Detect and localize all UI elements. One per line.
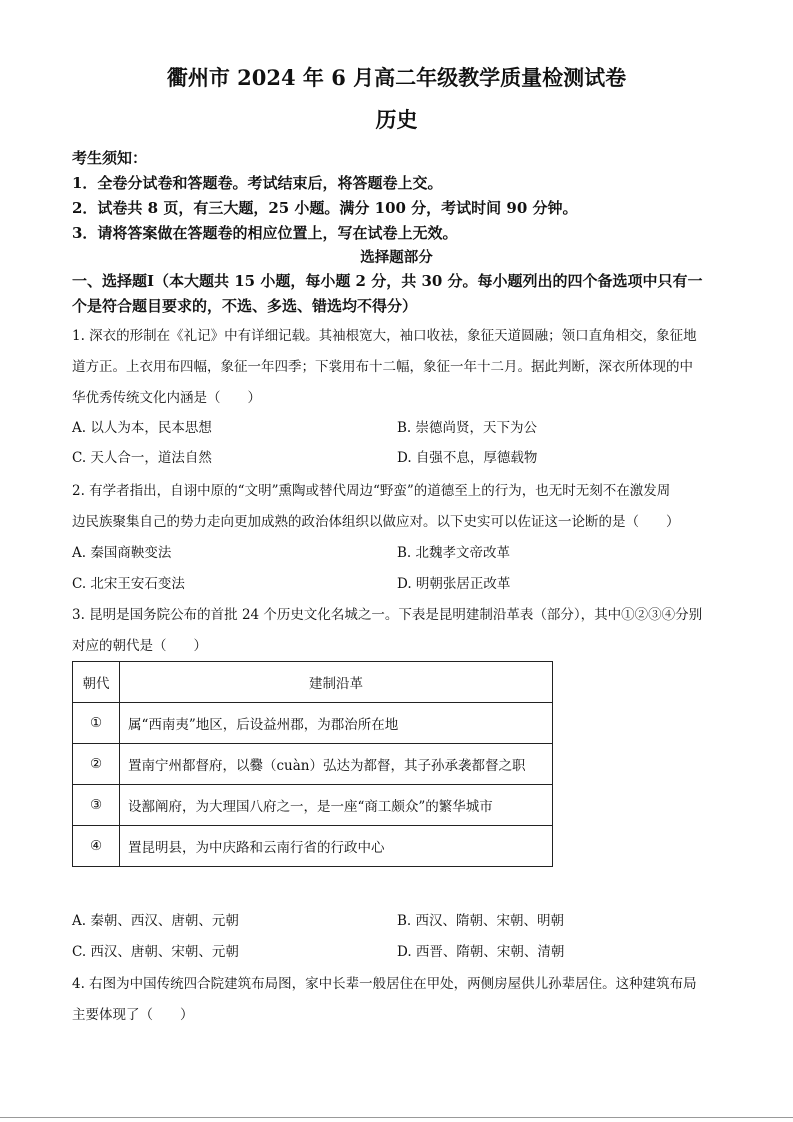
question-3-option-b[interactable]: B. 西汉、隋朝、宋朝、明朝 bbox=[397, 913, 565, 929]
notice-item: 2．试卷共 8 页，有三大题，25 小题。满分 100 分，考试时间 90 分钟。 bbox=[72, 199, 578, 217]
table-cell-marker: ③ bbox=[73, 785, 120, 826]
section-instruction: 一、选择题Ⅰ（本大题共 15 小题，每小题 2 分，共 30 分。每小题列出的四个备选项中只有一 bbox=[72, 272, 703, 290]
question-1-option-b[interactable]: B. 崇德尚贤，天下为公 bbox=[397, 420, 538, 436]
question-2-option-a[interactable]: A. 秦国商鞅变法 bbox=[72, 545, 172, 561]
notice-heading: 考生须知： bbox=[72, 149, 148, 167]
subject-title: 历史 bbox=[375, 107, 418, 132]
question-3-option-d[interactable]: D. 西晋、隋朝、宋朝、清朝 bbox=[397, 944, 565, 960]
question-2-text: 2. 有学者指出，自诩中原的“文明”熏陶或替代周边“野蛮”的道德至上的行为，也无时无刻不在激发周 bbox=[72, 483, 671, 499]
question-2-option-b[interactable]: B. 北魏孝文帝改革 bbox=[397, 545, 511, 561]
question-4-text: 4. 右图为中国传统四合院建筑布局图，家中长辈一般居住在甲处，两侧房屋供儿孙辈居住。这种建筑布局 bbox=[72, 976, 697, 992]
question-1-option-c[interactable]: C. 天人合一，道法自然 bbox=[72, 450, 212, 466]
question-2-text: 边民族聚集自己的势力走向更加成熟的政治体组织以做应对。以下史实可以佐证这一论断的是（ ） bbox=[72, 514, 680, 530]
question-3-text: 3. 昆明是国务院公布的首批 24 个历史文化名城之一。下表是昆明建制沿革表（部分），其中①②③④分别 bbox=[72, 607, 703, 623]
table-cell-text: 属“西南夷”地区，后设益州郡，为郡治所在地 bbox=[120, 703, 553, 744]
table-row bbox=[73, 744, 553, 785]
question-4-text: 主要体现了（ ） bbox=[72, 1007, 194, 1023]
exam-title: 衢州市 2024 年 6 月高二年级教学质量检测试卷 bbox=[166, 65, 627, 90]
question-3-option-c[interactable]: C. 西汉、唐朝、宋朝、元朝 bbox=[72, 944, 239, 960]
notice-item: 1．全卷分试卷和答题卷。考试结束后，将答题卷上交。 bbox=[72, 174, 443, 192]
history-table bbox=[72, 661, 553, 867]
table-row bbox=[73, 785, 553, 826]
table-cell-marker: ① bbox=[73, 703, 120, 744]
section-title: 选择题部分 bbox=[360, 249, 433, 266]
question-2-option-c[interactable]: C. 北宋王安石变法 bbox=[72, 576, 185, 592]
table-cell-text: 置南宁州都督府，以爨（cuàn）弘达为都督，其子孙承袭都督之职 bbox=[120, 744, 553, 785]
table-row bbox=[73, 703, 553, 744]
question-1-text: 道方正。上衣用布四幅，象征一年四季；下裳用布十二幅，象征一年十二月。据此判断，深衣所体现的中 bbox=[72, 359, 693, 375]
question-1-option-a[interactable]: A. 以人为本，民本思想 bbox=[72, 420, 212, 436]
question-2-option-d[interactable]: D. 明朝张居正改革 bbox=[397, 576, 511, 592]
question-1-option-d[interactable]: D. 自强不息，厚德载物 bbox=[397, 450, 538, 466]
question-1-text: 1. 深衣的形制在《礼记》中有详细记载。其袖根宽大，袖口收祛，象征天道圆融；领口直角相交，象征地 bbox=[72, 328, 697, 344]
table-row bbox=[73, 826, 553, 867]
page-bottom-divider bbox=[0, 1117, 793, 1118]
notice-item: 3．请将答案做在答题卷的相应位置上，写在试卷上无效。 bbox=[72, 224, 458, 242]
table-header-dynasty: 朝代 bbox=[73, 662, 120, 703]
question-3-option-a[interactable]: A. 秦朝、西汉、唐朝、元朝 bbox=[72, 913, 239, 929]
table-cell-marker: ④ bbox=[73, 826, 120, 867]
question-3-text: 对应的朝代是（ ） bbox=[72, 638, 207, 654]
table-header-row bbox=[73, 662, 553, 703]
section-instruction: 个是符合题目要求的，不选、多选、错选均不得分） bbox=[72, 297, 418, 315]
question-1-text: 华优秀传统文化内涵是（ ） bbox=[72, 390, 261, 406]
table-cell-text: 设鄯阐府，为大理国八府之一，是一座“商工颇众”的繁华城市 bbox=[120, 785, 553, 826]
table-cell-text: 置昆明县，为中庆路和云南行省的行政中心 bbox=[120, 826, 553, 867]
table-header-history: 建制沿革 bbox=[120, 662, 553, 703]
table-cell-marker: ② bbox=[73, 744, 120, 785]
